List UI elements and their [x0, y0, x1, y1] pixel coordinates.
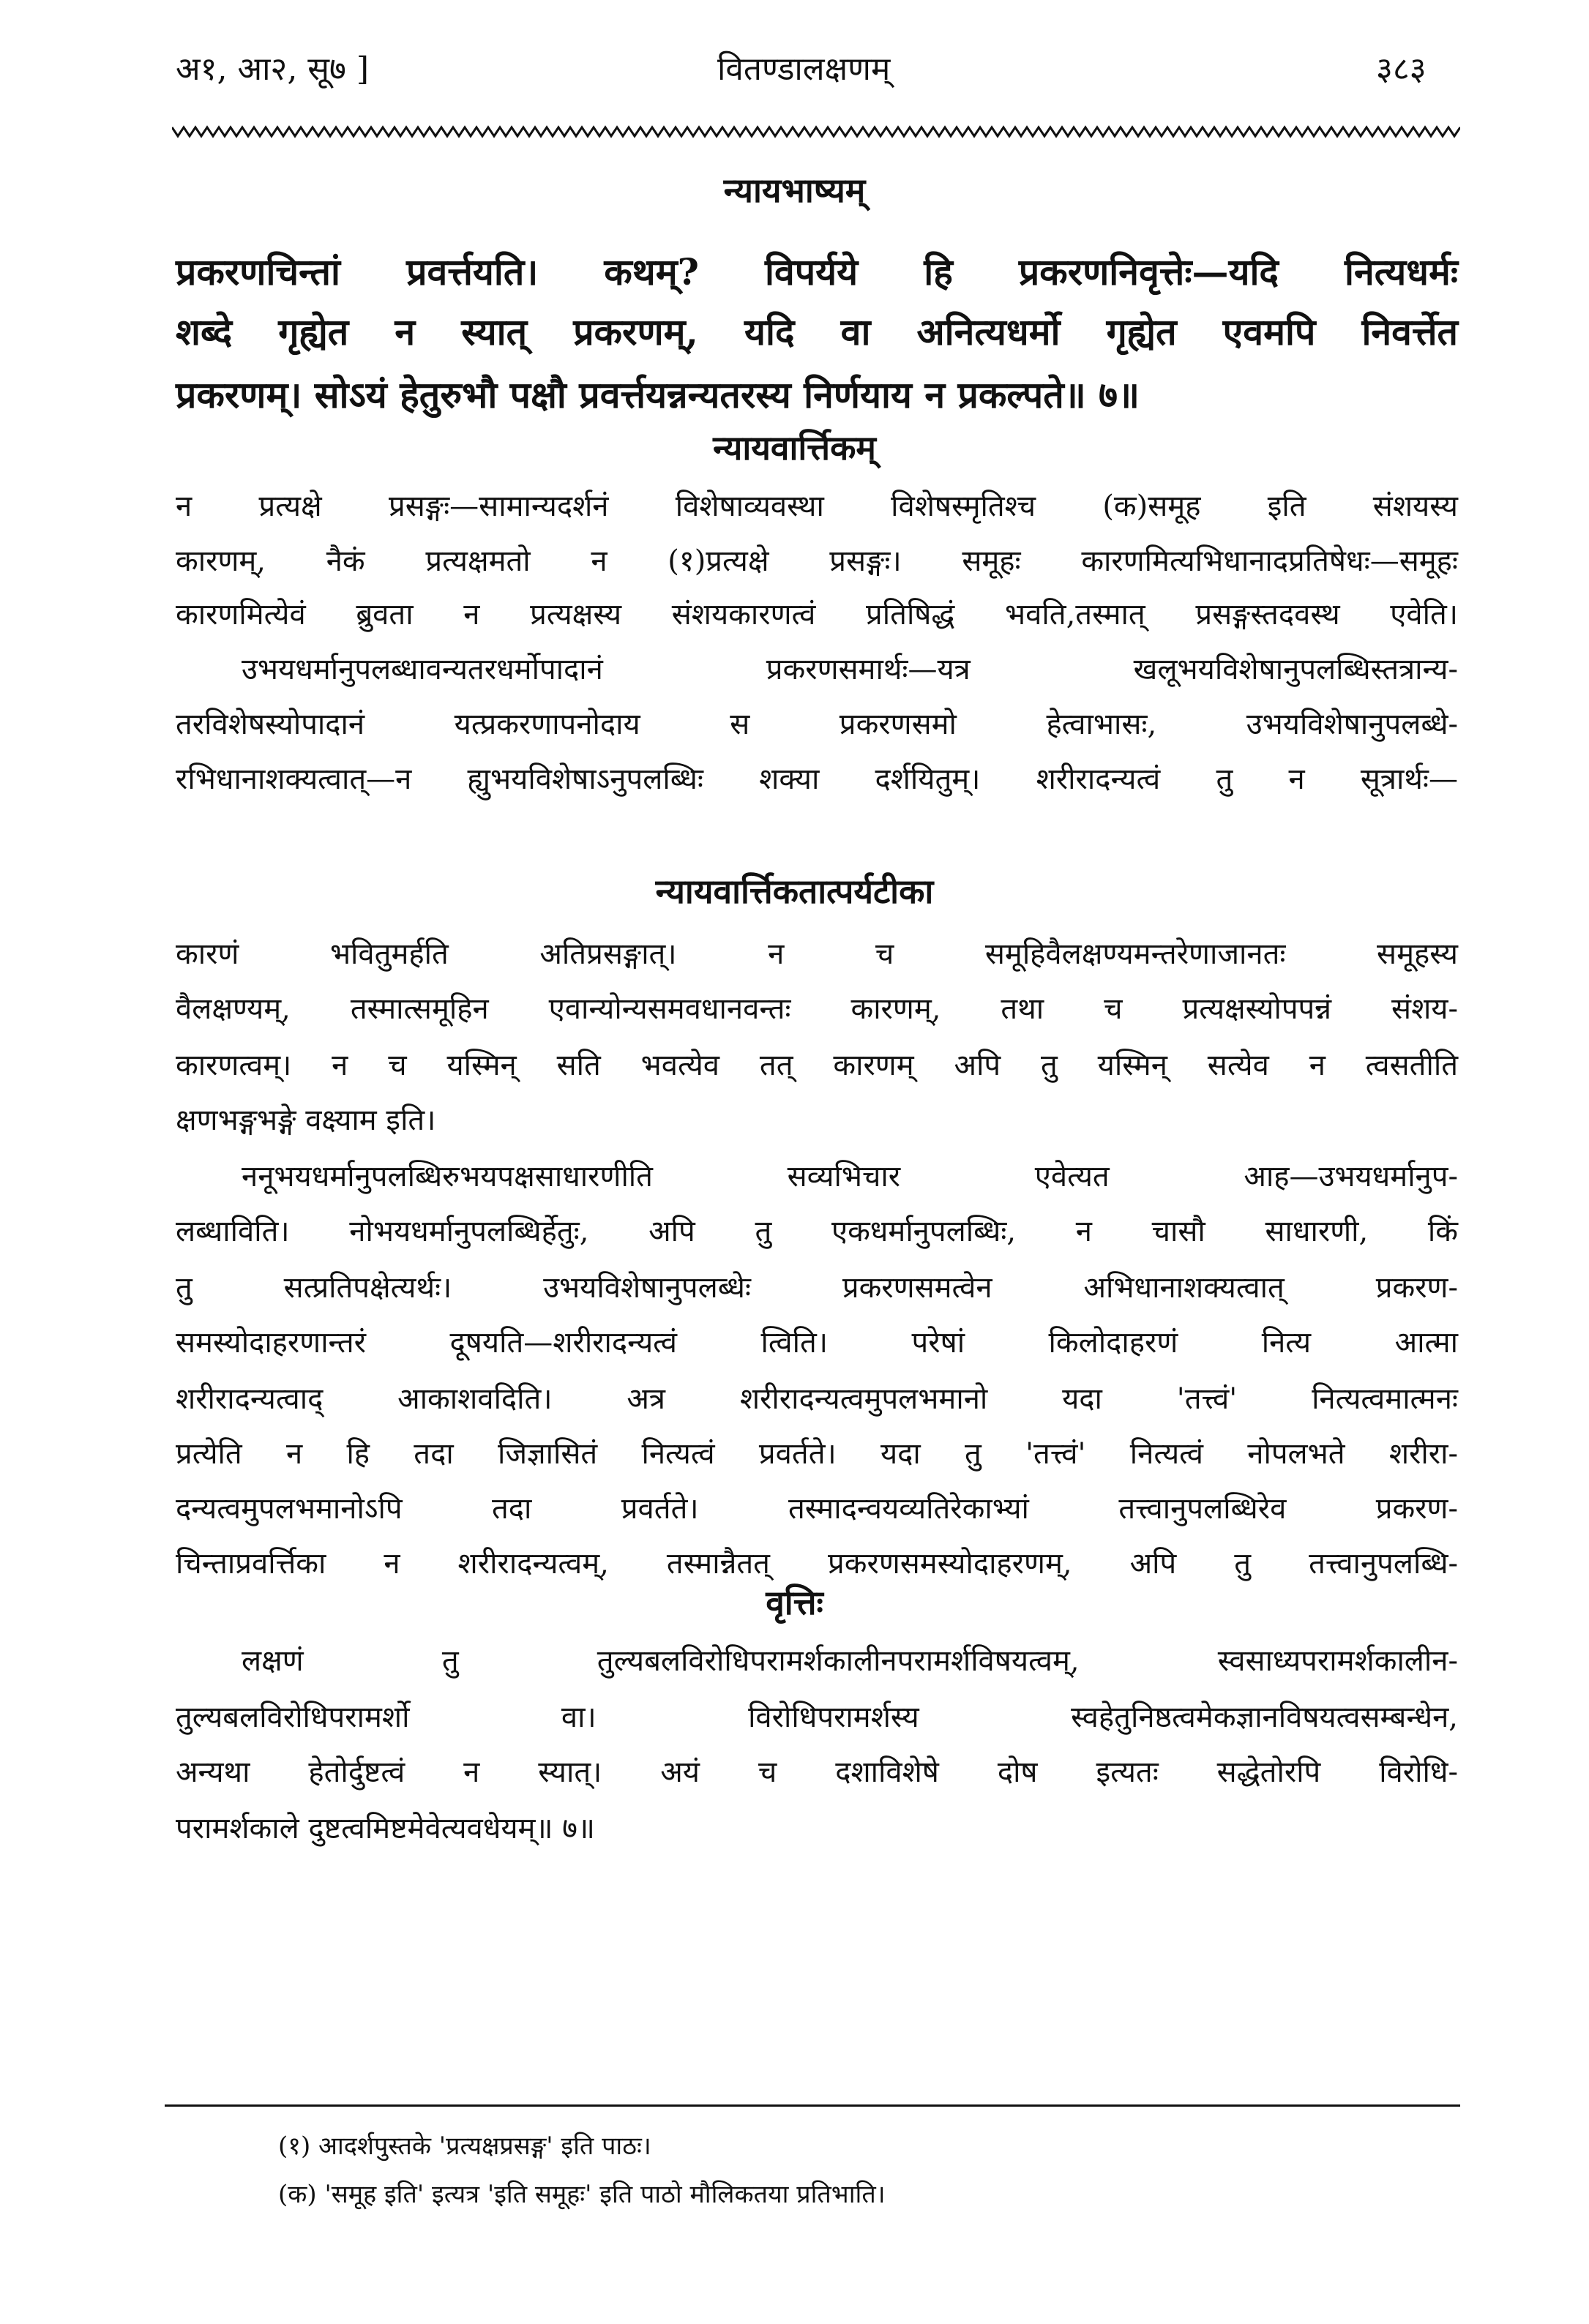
- text-line: रभिधानाशक्यत्वात्—न ह्युभयविशेषाऽनुपलब्धिः शक्या दर्शयितुम्। शरीरादन्यत्वं तु न सूत्रार्थः—: [176, 762, 1458, 796]
- text-line: कारणत्वम्। न च यस्मिन् सति भवत्येव तत् कारणम् अपि तु यस्मिन् सत्येव न त्वसतीति: [176, 1049, 1458, 1082]
- header-section-ref: अ१, आ२, सू७ ]: [176, 50, 370, 88]
- text-line: तुल्यबलविरोधिपरामर्शो वा। विरोधिपरामर्शस्य स्वहेतुनिष्ठत्वमेकज्ञानविषयत्वसम्बन्धेन,: [176, 1701, 1458, 1734]
- text-line: क्षणभङ्गभङ्गे वक्ष्याम इति।: [176, 1103, 436, 1137]
- text-line: चिन्ताप्रवर्त्तिका न शरीरादन्यत्वम्, तस्मान्नैतत् प्रकरणसमस्योदाहरणम्, अपि तु तत्त्वानुपलब्धि-: [176, 1547, 1458, 1581]
- footnote-rule: [165, 2104, 1460, 2107]
- section-heading-bhashya: न्यायभाष्यम्: [723, 170, 866, 210]
- text-line: उभयधर्मानुपलब्धावन्यतरधर्मोपादानं प्रकरणसमार्थः—यत्र खलूभयविशेषानुपलब्धिस्तत्रान्य-: [242, 653, 1458, 686]
- text-line: परामर्शकाले दुष्टत्वमिष्टमेवेत्यवधेयम्॥ ७॥: [176, 1812, 595, 1845]
- text-line: तरविशेषस्योपादानं यत्प्रकरणापनोदाय स प्रकरणसमो हेत्वाभासः, उभयविशेषानुपलब्धे-: [176, 708, 1458, 741]
- text-line: प्रकरणम्। सोऽयं हेतुरुभौ पक्षौ प्रवर्त्तयन्नन्यतरस्य निर्णयाय न प्रकल्पते॥ ७॥: [176, 373, 1140, 416]
- page-number: ३८३: [1376, 50, 1427, 88]
- text-line: अन्यथा हेतोर्दुष्टत्वं न स्यात्। अयं च दशाविशेषे दोष इत्यतः सद्धेतोरपि विरोधि-: [176, 1755, 1458, 1789]
- header-title: वितण्डालक्षणम्: [717, 50, 891, 88]
- section-heading-vartika: न्यायवार्त्तिकम्: [713, 428, 876, 468]
- text-line: शब्दे गृह्येत न स्यात् प्रकरणम्, यदि वा अनित्यधर्मो गृह्येत एवमपि निवर्त्तेत: [176, 310, 1458, 353]
- text-line: न प्रत्यक्षे प्रसङ्गः—सामान्यदर्शनं विशेषाव्यवस्था विशेषस्मृतिश्च (क)समूह इति संशयस्य: [176, 490, 1458, 523]
- text-line: समस्योदाहरणान्तरं दूषयति—शरीरादन्यत्वं त्विति। परेषां किलोदाहरणं नित्य आत्मा: [176, 1326, 1458, 1360]
- footnote: (१) आदर्शपुस्तके 'प्रत्यक्षप्रसङ्ग' इति पाठः।: [278, 2132, 651, 2161]
- text-line: शरीरादन्यत्वाद् आकाशवदिति। अत्र शरीरादन्यत्वमुपलभमानो यदा 'तत्त्वं' नित्यत्वमात्मनः: [176, 1382, 1458, 1416]
- text-line: प्रकरणचिन्तां प्रवर्त्तयति। कथम्? विपर्यये हि प्रकरणनिवृत्तेः—यदि नित्यधर्मः: [176, 250, 1458, 293]
- text-line: वैलक्षण्यम्, तस्मात्समूहिन एवान्योन्यसमवधानवन्तः कारणम्, तथा च प्रत्यक्षस्योपपन्नं संशय-: [176, 992, 1458, 1026]
- text-line: प्रत्येति न हि तदा जिज्ञासितं नित्यत्वं प्रवर्तते। यदा तु 'तत्त्वं' नित्यत्वं नोपलभते शरीरा-: [176, 1437, 1458, 1471]
- text-line: कारणमित्येवं ब्रुवता न प्रत्यक्षस्य संशयकारणत्वं प्रतिषिद्धं भवति,तस्मात् प्रसङ्गस्तदवस्थ एवेति।: [176, 598, 1458, 631]
- section-heading-vritti: वृत्तिः: [766, 1583, 823, 1622]
- text-line: कारणम्, नैकं प्रत्यक्षमतो न (१)प्रत्यक्षे प्रसङ्गः। समूहः कारणमित्यभिधानादप्रतिषेधः—समूहः: [176, 544, 1458, 578]
- text-line: दन्यत्वमुपलभमानोऽपि तदा प्रवर्तते। तस्मादन्वयव्यतिरेकाभ्यां तत्त्वानुपलब्धिरेव प्रकरण-: [176, 1492, 1458, 1526]
- text-line: लब्धाविति। नोभयधर्मानुपलब्धिर्हेतुः, अपि तु एकधर्मानुपलब्धिः, न चासौ साधारणी, किं: [176, 1215, 1458, 1248]
- text-line: ननूभयधर्मानुपलब्धिरुभयपक्षसाधारणीति सव्यभिचार एवेत्यत आह—उभयधर्मानुप-: [242, 1160, 1458, 1193]
- footnote: (क) 'समूह इति' इत्यत्र 'इति समूहः' इति पाठो मौलिकतया प्रतिभाति।: [278, 2180, 886, 2209]
- text-line: तु सत्प्रतिपक्षेत्यर्थः। उभयविशेषानुपलब्धेः प्रकरणसमत्वेन अभिधानाशक्यत्वात् प्रकरण-: [176, 1271, 1458, 1305]
- text-line: लक्षणं तु तुल्यबलविरोधिपरामर्शकालीनपरामर्शविषयत्वम्, स्वसाध्यपरामर्शकालीन-: [242, 1644, 1458, 1678]
- text-line: कारणं भवितुमर्हति अतिप्रसङ्गात्। न च समूहिवैलक्षण्यमन्तरेणाजानतः समूहस्य: [176, 937, 1458, 971]
- wavy-divider: [172, 123, 1460, 140]
- section-heading-tika: न्यायवार्त्तिकतात्पर्यटीका: [655, 872, 934, 911]
